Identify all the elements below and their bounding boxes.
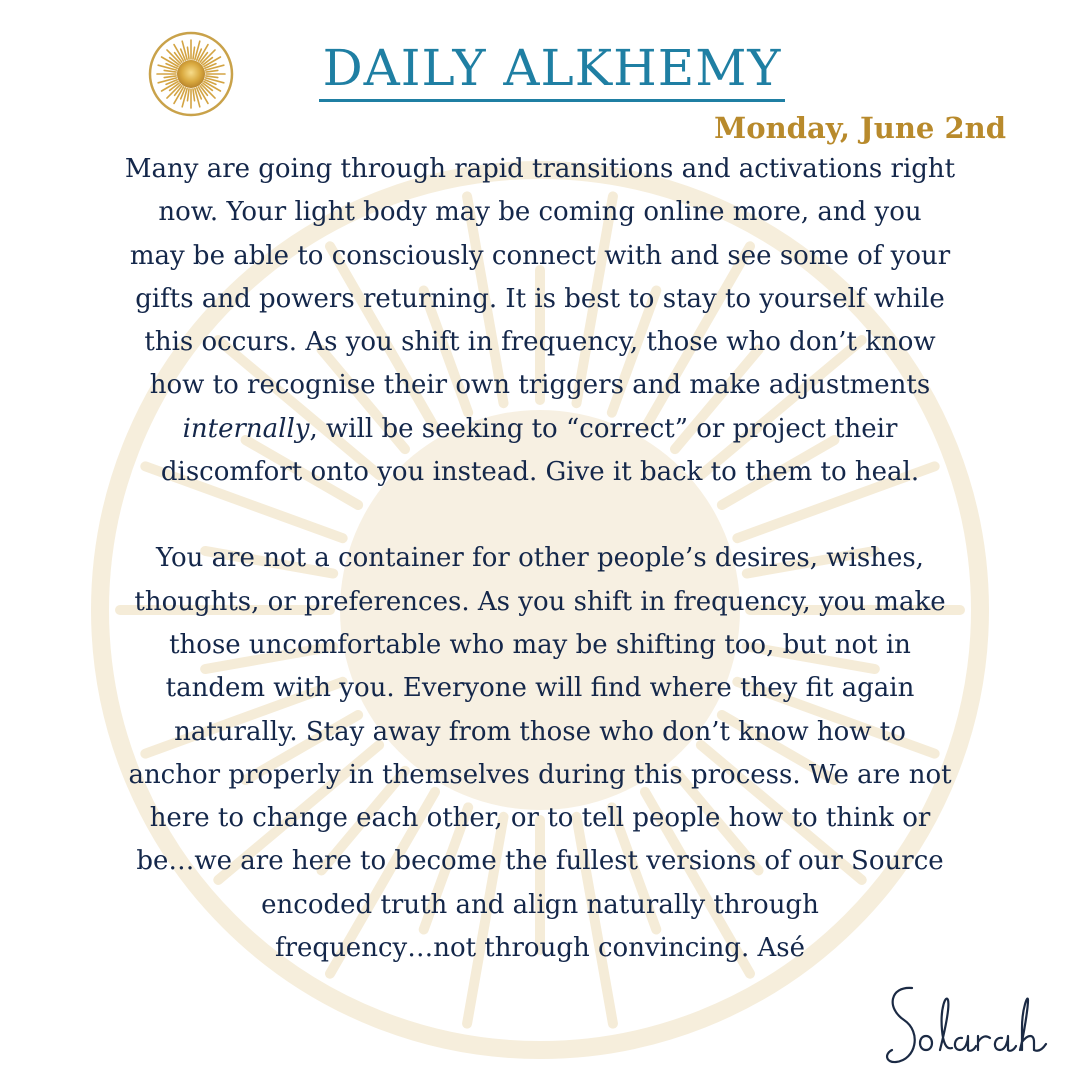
message-body (30, 148, 1050, 970)
paragraph-1-line-6: how to recognise their own triggers and make adjustments (149, 370, 931, 401)
paragraph-1-line-5: this occurs. As you shift in frequency, those who don’t know (144, 327, 936, 358)
date-label: Monday, June 2nd (714, 111, 1006, 145)
paragraph-1-line-7-rest: , will be seeking to “correct” or project their (309, 413, 898, 444)
paragraph-1 (30, 148, 1050, 494)
paragraph-2-line-6: anchor properly in themselves during this process. We are not (128, 759, 952, 790)
paragraph-2 (30, 537, 1050, 970)
signature-icon (882, 978, 1058, 1070)
paragraph-2-line-5: naturally. Stay away from those who don’t know how to (174, 716, 906, 747)
title-text: DAILY ALKHEMY (319, 39, 786, 102)
paragraph-1-line-7 (30, 408, 1050, 451)
paragraph-1-line-3: may be able to consciously connect with and see some of your (129, 240, 951, 271)
paragraph-2-line-8: be…we are here to become the fullest versions of our Source (136, 846, 944, 877)
paragraph-gap (30, 494, 1050, 537)
paragraph-2-line-3: those uncomfortable who may be shifting too, but not in (169, 629, 911, 660)
paragraph-1-line-2: now. Your light body may be coming online more, and you (158, 197, 922, 228)
paragraph-2-line-7: here to change each other, or to tell people how to think or (149, 803, 931, 834)
paragraph-1-line-1: Many are going through rapid transitions and activations right (124, 154, 956, 184)
paragraph-2-line-2: thoughts, or preferences. As you shift in frequency, you make (134, 586, 946, 617)
paragraph-2-line-9: encoded truth and align naturally through (261, 889, 819, 920)
paragraph-1-line-4: gifts and powers returning. It is best to stay to yourself while (135, 283, 945, 314)
emphasis-internally: internally (182, 413, 310, 444)
paragraph-1-line-8: discomfort onto you instead. Give it back to them to heal. (160, 457, 920, 488)
page-title (0, 38, 1080, 98)
paragraph-2-line-4: tandem with you. Everyone will find where they fit again (165, 673, 915, 704)
paragraph-2-line-10: frequency…not through convincing. Asé (274, 933, 805, 964)
paragraph-2-line-1: You are not a container for other people’s desires, wishes, (156, 543, 924, 574)
